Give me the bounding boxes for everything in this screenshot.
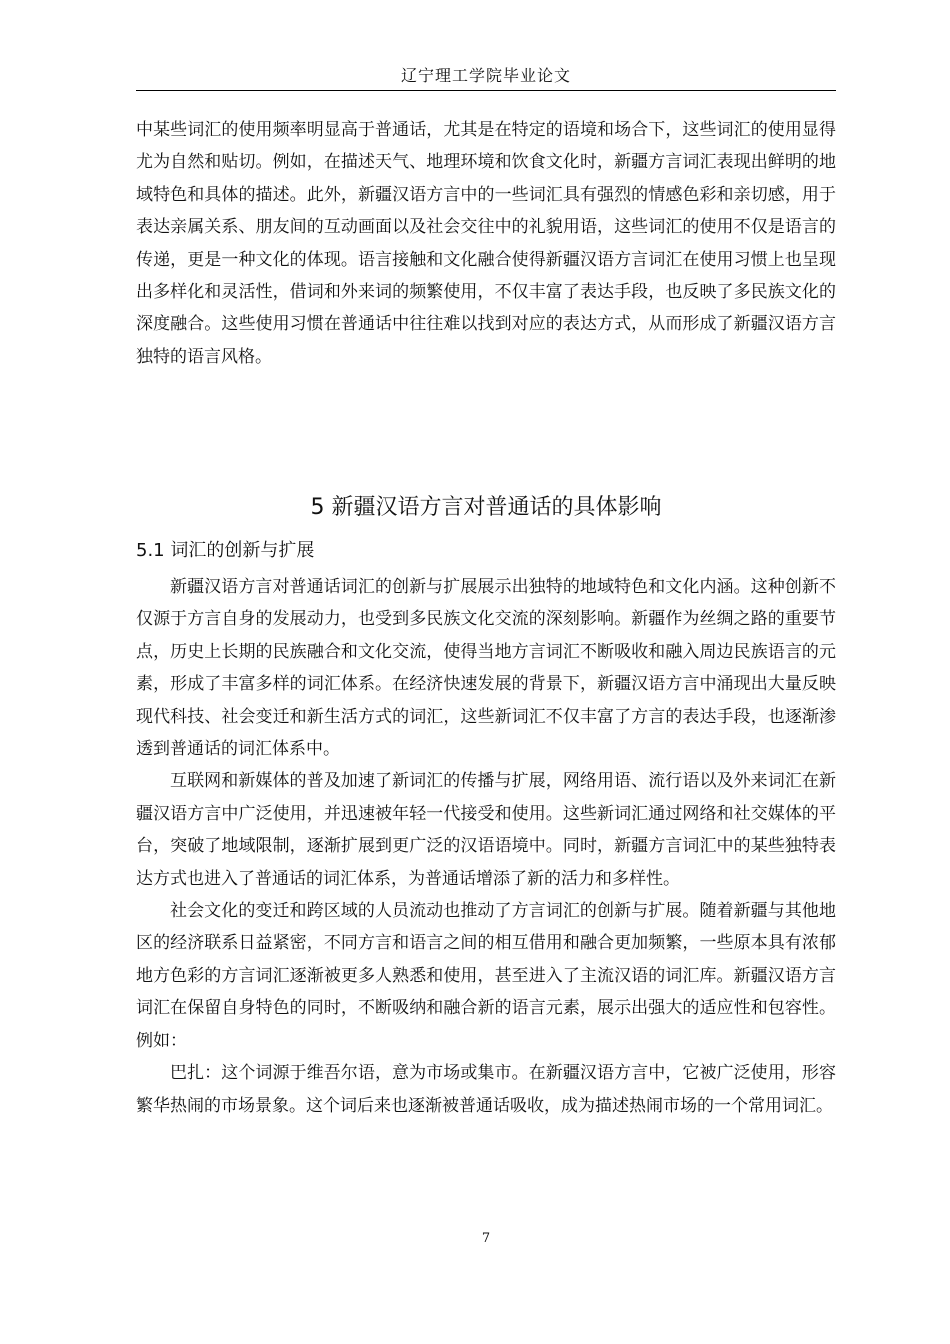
paragraph: 社会文化的变迁和跨区域的人员流动也推动了方言词汇的创新与扩展。随着新疆与其他地区的经济联系日益紧密，不同方言和语言之间的相互借用和融合更加频繁，一些原本具有浓郁地方色彩的方言词汇逐渐被更多人熟悉和使用，甚至进入了主流汉语的词汇库。新疆汉语方言词汇在保留自身特色的同时，不断吸纳和融合新的语言元素，展示出强大的适应性和包容性。例如： <box>136 901 836 1051</box>
header-rule <box>136 90 836 91</box>
chapter-title: 5 新疆汉语方言对普通话的具体影响 <box>310 495 662 520</box>
paragraph: 中某些词汇的使用频率明显高于普通话，尤其是在特定的语境和场合下，这些词汇的使用显得尤为自然和贴切。例如，在描述天气、地理环境和饮食文化时，新疆方言词汇表现出鲜明的地域特色和具体的描述。此外，新疆汉语方言中的一些词汇具有强烈的情感色彩和亲切感，用于表达亲属关系、朋友间的互动画面以及社会交往中的礼貌用语，这些词汇的使用不仅是语言的传递，更是一种文化的体现。语言接触和文化融合使得新疆汉语方言词汇在使用习惯上也呈现出多样化和灵活性，借词和外来词的频繁使用，不仅丰富了表达手段，也反映了多民族文化的深度融合。这些使用习惯在普通话中往往难以找到对应的表达方式，从而形成了新疆汉语方言独特的语言风格。 <box>136 120 836 367</box>
paragraph: 新疆汉语方言对普通话词汇的创新与扩展展示出独特的地域特色和文化内涵。这种创新不仅源于方言自身的发展动力，也受到多民族文化交流的深刻影响。新疆作为丝绸之路的重要节点，历史上长期的民族融合和文化交流，使得当地方言词汇不断吸收和融入周边民族语言的元素，形成了丰富多样的词汇体系。在经济快速发展的背景下，新疆汉语方言中涌现出大量反映现代科技、社会变迁和新生活方式的词汇，这些新词汇不仅丰富了方言的表达手段，也逐渐渗透到普通话的词汇体系中。 <box>136 577 836 760</box>
body-text-top <box>136 114 836 373</box>
body-text-section <box>136 571 836 1122</box>
page-number: 7 <box>481 1231 491 1246</box>
paragraph: 互联网和新媒体的普及加速了新词汇的传播与扩展，网络用语、流行语以及外来词汇在新疆汉语方言中广泛使用，并迅速被年轻一代接受和使用。这些新词汇通过网络和社交媒体的平台，突破了地域限制，逐渐扩展到更广泛的汉语语境中。同时，新疆方言词汇中的某些独特表达方式也进入了普通话的词汇体系，为普通话增添了新的活力和多样性。 <box>136 771 836 889</box>
section-title: 5.1 词汇的创新与扩展 <box>136 540 315 561</box>
paragraph: 巴扎：这个词源于维吾尔语，意为市场或集市。在新疆汉语方言中，它被广泛使用，形容繁华热闹的市场景象。这个词后来也逐渐被普通话吸收，成为描述热闹市场的一个常用词汇。 <box>136 1063 836 1116</box>
running-header: 辽宁理工学院毕业论文 <box>400 66 571 85</box>
